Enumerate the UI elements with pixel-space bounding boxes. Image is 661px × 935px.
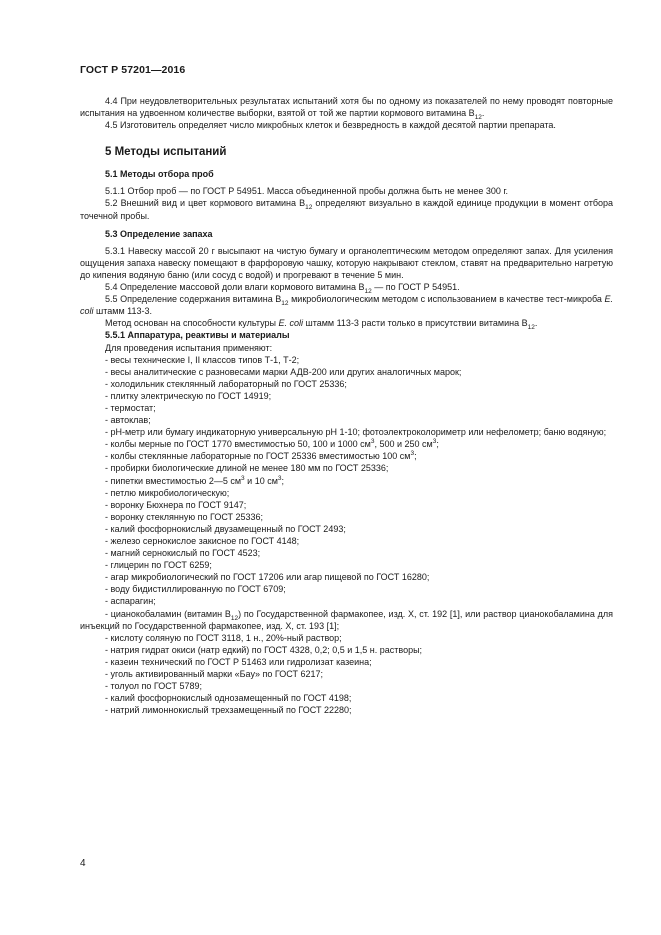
- list-item: - агар микробиологический по ГОСТ 17206 или агар пищевой по ГОСТ 16280;: [105, 572, 430, 583]
- page-number: 4: [80, 858, 86, 869]
- list-item: - глицерин по ГОСТ 6259;: [105, 560, 212, 571]
- list-item: - петлю микробиологическую;: [105, 487, 230, 498]
- section-5-5-1-heading: 5.5.1 Аппаратура, реактивы и материалы: [105, 330, 290, 341]
- list-item: - аспарагин;: [105, 596, 156, 607]
- paragraph-5-2: 5.2 Внешний вид и цвет кормового витамина $В_{12}$ определяют визуально в каждой единице продукции в момент отбора точечной пробы.: [80, 198, 613, 221]
- list-item: - пипетки вместимостью 2—5 $см^3$ и 10 $см^3$;: [105, 474, 285, 486]
- paragraph-5-5: 5.5 Определение содержания витамина $В_{12}$ микробиологическим методом с использованием в качестве тест-микроба E. coli штамм 113-3.: [80, 294, 613, 317]
- paragraph-5-3-1: 5.3.1 Навеску массой 20 г высыпают на чистую бумагу и органолептическим методом определяют запах. Для усиления ощущения запаха навеску помещают в фарфоровую чашку, которую накрывают стеклом, ставят на предварительно нагретую до кипения водяную баню (или сосуд с водой) и прогревают в течение 5 мин.: [80, 245, 613, 280]
- list-item: - рН-метр или бумагу индикаторную универсальную рН 1-10; фотоэлектроколориметр или нефелометр; баню водяную;: [105, 427, 607, 438]
- document-header: ГОСТ Р 57201—2016: [80, 64, 186, 76]
- list-item: - калий фосфорнокислый двузамещенный по ГОСТ 2493;: [105, 523, 346, 534]
- section-5-3-heading: 5.3 Определение запаха: [105, 228, 213, 239]
- list-item: - воду бидистиллированную по ГОСТ 6709;: [105, 584, 286, 595]
- list-item: - кислоту соляную по ГОСТ 3118, 1 н., 20%-ный раствор;: [105, 632, 342, 643]
- list-item: - пробирки биологические длиной не менее 180 мм по ГОСТ 25336;: [105, 463, 389, 474]
- list-item: - натрий лимоннокислый трехзамещенный по ГОСТ 22280;: [105, 705, 352, 716]
- section-5-1-heading: 5.1 Методы отбора проб: [105, 169, 214, 180]
- list-item: - колбы мерные по ГОСТ 1770 вместимостью 50, 100 и 1000 $см^3$, 500 и 250 $см^3$;: [105, 438, 439, 450]
- list-item: - калий фосфорнокислый однозамещенный по ГОСТ 4198;: [105, 693, 352, 704]
- list-item: - весы аналитические с разновесами марки АДВ-200 или других аналогичных марок;: [105, 366, 462, 377]
- list-item: - плитку электрическую по ГОСТ 14919;: [105, 390, 272, 401]
- list-item: - колбы стеклянные лабораторные по ГОСТ 25336 вместимостью 100 $см^3$;: [105, 450, 417, 462]
- list-item: - казеин технический по ГОСТ Р 51463 или гидролизат казеина;: [105, 656, 372, 667]
- paragraph-4-4: 4.4 При неудовлетворительных результатах испытаний хотя бы по одному из показателей по нему проводят повторные испытания на удвоенном количестве выборки, взятой от той же партии кормового витамина $В_{12}$.: [80, 96, 613, 121]
- list-item: - натрия гидрат окиси (натр едкий) по ГОСТ 4328, 0,2; 0,5 и 1,5 н. растворы;: [105, 644, 423, 655]
- list-item: - цианокобаламин (витамин $В_{12}$) по Государственной фармакопее, изд. X, ст. 192 [1], или раствор цианокобаламина для инъекций по Государственной фармакопее, изд. X, ст. 193 [1];: [80, 608, 613, 631]
- list-item: - термостат;: [105, 402, 156, 413]
- list-item: - железо сернокислое закисное по ГОСТ 4148;: [105, 536, 300, 546]
- paragraph-5-4: 5.4 Определение массовой доли влаги кормового витамина $В_{12}$ — по ГОСТ Р 54951.: [105, 282, 460, 295]
- list-item: - уголь активированный марки «Бау» по ГОСТ 6217;: [105, 669, 324, 680]
- document-body: [80, 95, 613, 716]
- section-5-heading: 5 Методы испытаний: [105, 146, 227, 159]
- list-item: - автоклав;: [105, 415, 151, 426]
- paragraph-method: Метод основан на способности культуры E. coli штамм 113-3 расти только в присутствии витамина $В_{12}$.: [105, 318, 538, 332]
- paragraph-intro: Для проведения испытания применяют:: [105, 342, 273, 353]
- list-item: - толуол по ГОСТ 5789;: [105, 681, 202, 692]
- list-item: - холодильник стеклянный лабораторный по ГОСТ 25336;: [105, 378, 347, 389]
- paragraph-4-5: 4.5 Изготовитель определяет число микробных клеток и безвредность в каждой десятой партии препарата.: [105, 120, 556, 131]
- list-item: - воронку стеклянную по ГОСТ 25336;: [105, 511, 264, 522]
- paragraph-5-1-1: 5.1.1 Отбор проб — по ГОСТ Р 54951. Масса объединенной пробы должна быть не менее 300 г.: [105, 186, 509, 197]
- list-item: - весы технические I, II классов типов Т-1, Т-2;: [105, 354, 300, 365]
- list-item: - магний сернокислый по ГОСТ 4523;: [105, 548, 261, 559]
- list-item: - воронку Бюхнера по ГОСТ 9147;: [105, 499, 247, 510]
